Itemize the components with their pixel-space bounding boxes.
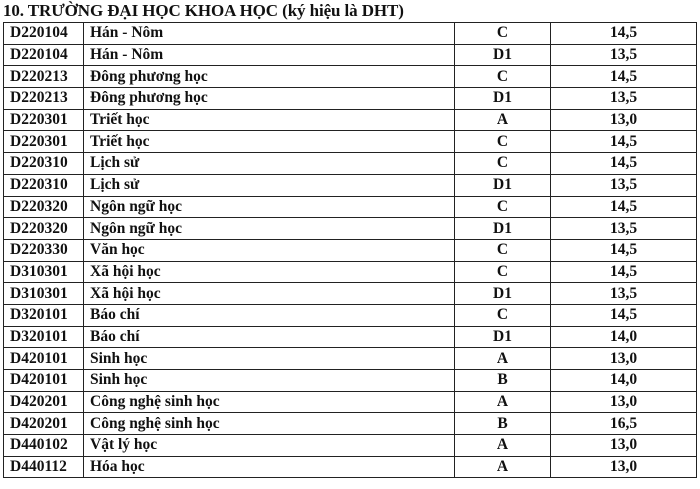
major-code-cell: D220301 [4,131,84,153]
table-row [4,435,697,457]
table-row [4,44,697,66]
cutoff-score-cell: 14,5 [551,153,697,175]
cutoff-score-cell: 13,5 [551,174,697,196]
cutoff-score-cell: 13,5 [551,283,697,305]
table-row [4,88,697,110]
table-row [4,66,697,88]
exam-block-cell: C [455,239,551,261]
major-code-cell: D220320 [4,196,84,218]
major-name-cell: Xã hội học [84,283,455,305]
exam-block-cell: B [455,370,551,392]
cutoff-score-cell: 13,0 [551,391,697,413]
table-row [4,239,697,261]
table-row [4,456,697,478]
major-code-cell: D220213 [4,88,84,110]
exam-block-cell: C [455,66,551,88]
major-code-cell: D220104 [4,23,84,45]
cutoff-score-cell: 13,5 [551,44,697,66]
cutoff-score-cell: 14,5 [551,23,697,45]
major-code-cell: D220320 [4,218,84,240]
major-code-cell: D220301 [4,109,84,131]
cutoff-score-cell: 14,5 [551,261,697,283]
major-code-cell: D220310 [4,153,84,175]
major-name-cell: Hán - Nôm [84,23,455,45]
major-code-cell: D220213 [4,66,84,88]
table-row [4,109,697,131]
major-name-cell: Báo chí [84,326,455,348]
table-row [4,370,697,392]
exam-block-cell: A [455,109,551,131]
table-row [4,174,697,196]
exam-block-cell: C [455,23,551,45]
major-name-cell: Đông phương học [84,88,455,110]
table-row [4,261,697,283]
major-name-cell: Công nghệ sinh học [84,413,455,435]
table-row [4,304,697,326]
major-code-cell: D440112 [4,456,84,478]
major-name-cell: Công nghệ sinh học [84,391,455,413]
major-code-cell: D220310 [4,174,84,196]
exam-block-cell: A [455,391,551,413]
table-row [4,348,697,370]
cutoff-score-cell: 14,5 [551,239,697,261]
table-row [4,391,697,413]
major-name-cell: Hóa học [84,456,455,478]
major-name-cell: Sinh học [84,370,455,392]
exam-block-cell: D1 [455,283,551,305]
major-name-cell: Ngôn ngữ học [84,196,455,218]
exam-block-cell: A [455,348,551,370]
major-code-cell: D420101 [4,370,84,392]
table-row [4,153,697,175]
table-row [4,218,697,240]
table-row [4,326,697,348]
major-name-cell: Báo chí [84,304,455,326]
major-code-cell: D310301 [4,261,84,283]
major-code-cell: D420101 [4,348,84,370]
major-code-cell: D220330 [4,239,84,261]
exam-block-cell: D1 [455,326,551,348]
table-row [4,413,697,435]
cutoff-score-cell: 16,5 [551,413,697,435]
major-code-cell: D220104 [4,44,84,66]
exam-block-cell: C [455,131,551,153]
major-name-cell: Ngôn ngữ học [84,218,455,240]
major-name-cell: Đông phương học [84,66,455,88]
major-name-cell: Hán - Nôm [84,44,455,66]
major-code-cell: D440102 [4,435,84,457]
exam-block-cell: A [455,456,551,478]
exam-block-cell: A [455,435,551,457]
exam-block-cell: C [455,153,551,175]
major-name-cell: Triết học [84,109,455,131]
table-row [4,283,697,305]
cutoff-score-cell: 13,0 [551,109,697,131]
exam-block-cell: B [455,413,551,435]
cutoff-score-cell: 14,0 [551,326,697,348]
table-row [4,196,697,218]
exam-block-cell: D1 [455,44,551,66]
exam-block-cell: C [455,261,551,283]
major-name-cell: Lịch sử [84,174,455,196]
major-name-cell: Lịch sử [84,153,455,175]
table-row [4,131,697,153]
major-code-cell: D320101 [4,304,84,326]
exam-block-cell: D1 [455,218,551,240]
major-code-cell: D320101 [4,326,84,348]
cutoff-score-cell: 13,0 [551,456,697,478]
exam-block-cell: C [455,304,551,326]
major-code-cell: D420201 [4,413,84,435]
major-name-cell: Vật lý học [84,435,455,457]
cutoff-score-cell: 14,0 [551,370,697,392]
cutoff-score-cell: 13,5 [551,88,697,110]
cutoff-score-cell: 14,5 [551,196,697,218]
major-name-cell: Xã hội học [84,261,455,283]
section-title: 10. TRƯỜNG ĐẠI HỌC KHOA HỌC (ký hiệu là DHT) [3,1,404,20]
major-name-cell: Triết học [84,131,455,153]
major-code-cell: D420201 [4,391,84,413]
cutoff-score-cell: 14,5 [551,131,697,153]
major-code-cell: D310301 [4,283,84,305]
cutoff-score-cell: 13,0 [551,348,697,370]
major-name-cell: Văn học [84,239,455,261]
exam-block-cell: D1 [455,174,551,196]
cutoff-score-cell: 13,5 [551,218,697,240]
table-row [4,23,697,45]
major-name-cell: Sinh học [84,348,455,370]
cutoff-score-cell: 13,0 [551,435,697,457]
cutoff-score-cell: 14,5 [551,66,697,88]
exam-block-cell: D1 [455,88,551,110]
cutoff-score-cell: 14,5 [551,304,697,326]
exam-block-cell: C [455,196,551,218]
admission-scores-table [3,22,697,478]
